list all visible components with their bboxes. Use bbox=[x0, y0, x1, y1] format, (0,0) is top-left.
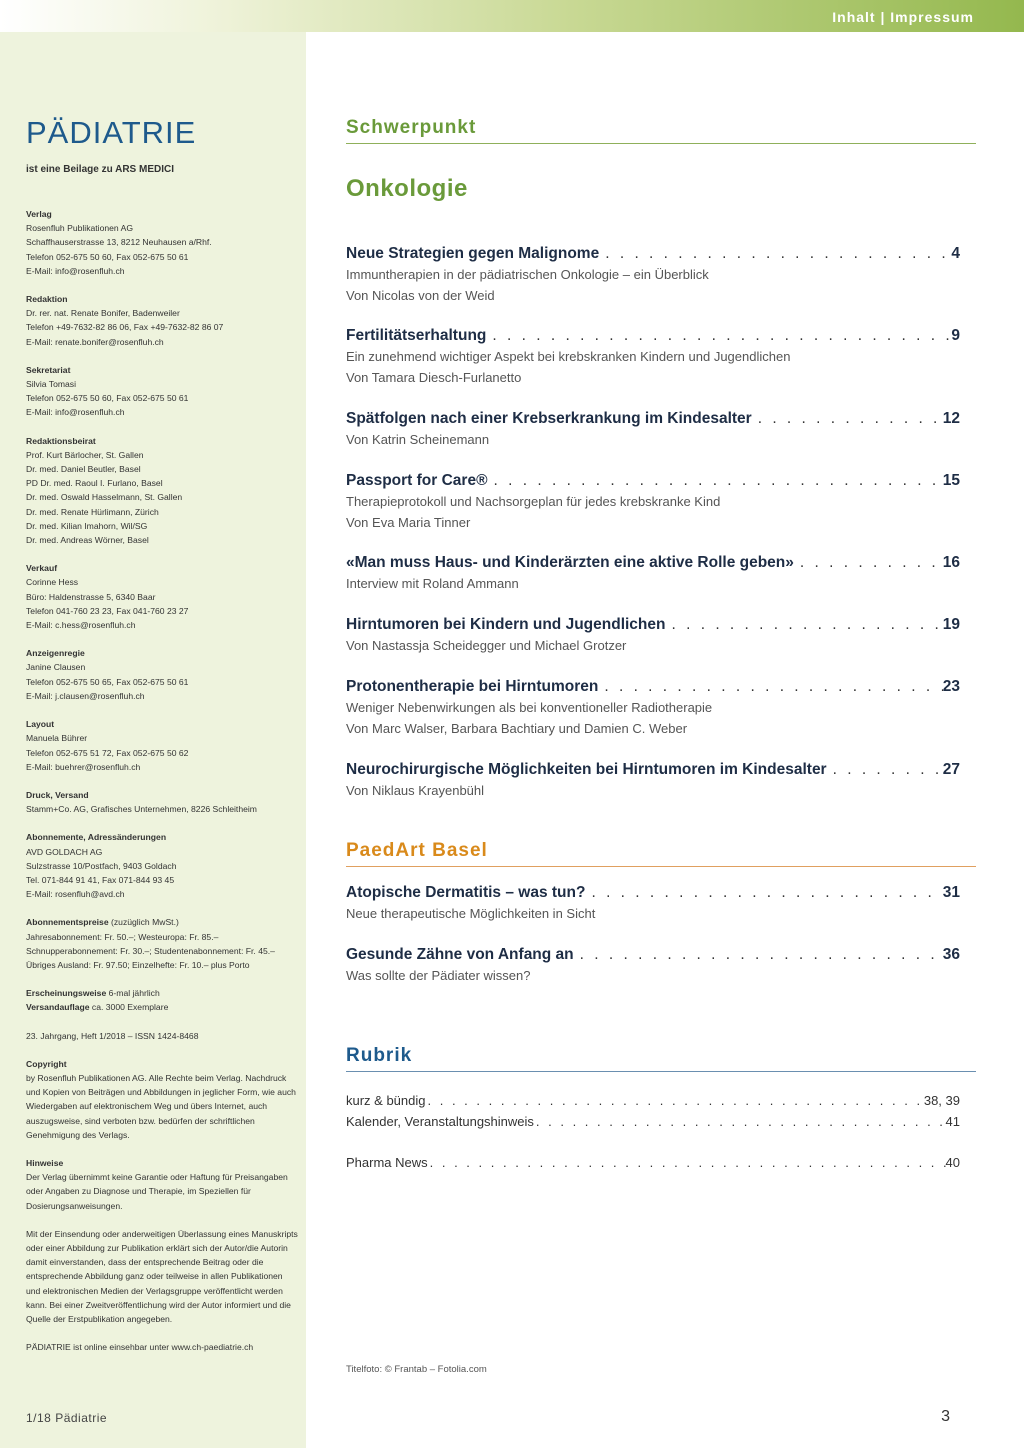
imprint-block bbox=[26, 717, 298, 774]
toc-leader-dots bbox=[599, 245, 951, 263]
imprint-issue: 23. Jahrgang, Heft 1/2018 – ISSN 1424-8468 bbox=[26, 1030, 199, 1041]
imprint-block-line: E-Mail: info@rosenfluh.ch bbox=[26, 265, 125, 276]
imprint-block-line: Dr. med. Renate Hürlimann, Zürich bbox=[26, 506, 159, 517]
imprint-block-line: E-Mail: renate.bonifer@rosenfluh.ch bbox=[26, 336, 164, 347]
imprint-block-line: Rosenfluh Publikationen AG bbox=[26, 223, 134, 234]
toc-leader-dots bbox=[827, 761, 943, 779]
imprint-frequency: Erscheinungsweise 6-mal jährlich Versandauflage ca. 3000 Exemplare bbox=[26, 988, 169, 1013]
toc-entry-title: Neue Strategien gegen Malignome bbox=[346, 245, 600, 262]
toc-entry-subtitle: Weniger Nebenwirkungen als bei konventioneller Radiotherapie bbox=[346, 700, 713, 715]
rubrik-entry[interactable] bbox=[346, 1114, 960, 1129]
toc-entry-author: Von Tamara Diesch-Furlanetto bbox=[346, 370, 522, 385]
toc-entry-page: 36 bbox=[942, 946, 960, 963]
imprint-copyright: Copyright by Rosenfluh Publikationen AG. Alle Rechte beim Verlag. Nachdruck und Kopien von Beiträgen und Abbildungen in jeglicher Form, wie auch Wiedergaben auf elektronischem Weg und übers Internet, auch auszugsweise, sind verboten bzw. bedürfen der schriftlichen Genehmigung des Verlags. bbox=[26, 1058, 296, 1140]
toc-entry[interactable] bbox=[346, 245, 960, 304]
toc-entry[interactable] bbox=[346, 410, 960, 448]
rubrik-leader-dots bbox=[426, 1093, 924, 1108]
imprint-prices: Abonnementspreise (zuzüglich MwSt.) Jahresabonnement: Fr. 50.–; Westeuropa: Fr. 85.– Schnupperabonnement: Fr. 30.–; Studentenabonnement: Fr. 45.– Übriges Ausland: Fr. 97.50; Einzelhefte: Fr. 10.– plus Porto bbox=[26, 917, 275, 970]
journal-subtitle: ist eine Beilage zu ARS MEDICI bbox=[26, 164, 174, 175]
imprint-block-title: Verlag bbox=[26, 209, 52, 219]
imprint-block-line: E-Mail: j.clausen@rosenfluh.ch bbox=[26, 690, 145, 701]
toc-entry-title-row bbox=[346, 946, 960, 964]
imprint-block-line: Dr. med. Kilian Imahorn, Wil/SG bbox=[26, 520, 148, 531]
rubrik-entry-page: 41 bbox=[945, 1114, 960, 1129]
toc-leader-dots bbox=[794, 554, 943, 572]
imprint-block-line: Silvia Tomasi bbox=[26, 379, 76, 390]
toc-entry-title: Neurochirurgische Möglichkeiten bei Hirntumoren im Kindesalter bbox=[346, 761, 827, 778]
toc-entry-subtitle: Ein zunehmend wichtiger Aspekt bei krebskranken Kindern und Jugendlichen bbox=[346, 349, 791, 364]
header-label: Inhalt | Impressum bbox=[832, 9, 974, 25]
toc-entry-title: Atopische Dermatitis – was tun? bbox=[346, 884, 586, 901]
rubrik-entry[interactable] bbox=[346, 1093, 960, 1108]
imprint-block-line: AVD GOLDACH AG bbox=[26, 846, 103, 857]
imprint-online: PÄDIATRIE ist online einsehbar unter www.ch-paediatrie.ch bbox=[26, 1342, 254, 1353]
toc-entry-title-row bbox=[346, 678, 960, 696]
toc-entry-title: Gesunde Zähne von Anfang an bbox=[346, 946, 574, 963]
toc-leader-dots bbox=[486, 327, 951, 345]
toc-entry-title-row bbox=[346, 472, 960, 490]
toc-entry-page: 4 bbox=[951, 245, 960, 262]
toc-entry-subtitle: Neue therapeutische Möglichkeiten in Sicht bbox=[346, 906, 596, 921]
section-rubrik: Rubrik bbox=[346, 1045, 976, 1072]
toc-entry-page: 27 bbox=[942, 761, 960, 778]
imprint-block-line: Telefon 052-675 50 65, Fax 052-675 50 61 bbox=[26, 676, 189, 687]
imprint-block-line: Manuela Bührer bbox=[26, 733, 88, 744]
toc-entry-page: 31 bbox=[942, 884, 960, 901]
toc-entry-subtitle: Immuntherapien in der pädiatrischen Onkologie – ein Überblick bbox=[346, 267, 709, 282]
section-paedart: PaedArt Basel bbox=[346, 840, 976, 867]
imprint-block-line: Janine Clausen bbox=[26, 662, 86, 673]
toc-entry-title: Protonentherapie bei Hirntumoren bbox=[346, 678, 599, 695]
imprint-block-line: Dr. med. Daniel Beutler, Basel bbox=[26, 464, 141, 475]
toc-entry-title-row bbox=[346, 245, 960, 263]
imprint-block-line: Dr. rer. nat. Renate Bonifer, Badenweiler bbox=[26, 308, 180, 319]
toc-entry-subtitle: Therapieprotokoll und Nachsorgeplan für jedes krebskranke Kind bbox=[346, 494, 721, 509]
toc-entry-page: 15 bbox=[942, 472, 960, 489]
rubrik-entry-page: 40 bbox=[945, 1155, 960, 1170]
imprint-block-line: PD Dr. med. Raoul I. Furlano, Basel bbox=[26, 478, 163, 489]
toc-leader-dots bbox=[488, 472, 943, 490]
section-schwerpunkt: Schwerpunkt bbox=[346, 117, 976, 144]
imprint-block-title: Sekretariat bbox=[26, 364, 71, 375]
rubrik-entry[interactable] bbox=[346, 1155, 960, 1170]
page-number: 3 bbox=[941, 1408, 950, 1425]
rubrik-leader-dots bbox=[428, 1155, 946, 1170]
toc-entry-title-row bbox=[346, 884, 960, 902]
toc-entry-page: 12 bbox=[942, 410, 960, 427]
toc-entry[interactable] bbox=[346, 472, 960, 531]
imprint-block-line: Dr. med. Oswald Hasselmann, St. Gallen bbox=[26, 492, 183, 503]
toc-entry-subtitle: Von Katrin Scheinemann bbox=[346, 432, 490, 447]
imprint-block-line: Telefon 052-675 51 72, Fax 052-675 50 62 bbox=[26, 747, 189, 758]
imprint-block-title: Anzeigenregie bbox=[26, 648, 85, 659]
toc-entry-title: Spätfolgen nach einer Krebserkrankung im Kindesalter bbox=[346, 410, 752, 427]
toc-entry[interactable] bbox=[346, 616, 960, 654]
toc-entry-title-row bbox=[346, 761, 960, 779]
toc-leader-dots bbox=[585, 884, 942, 902]
toc-entry-title-row bbox=[346, 616, 960, 634]
imprint-submission: Mit der Einsendung oder anderweitigen Überlassung eines Manuskripts oder einer Abbildung zur Publikation erklärt sich der Autor/die Autorin damit einverstanden, dass der entsprechende Beitrag oder die entsprechende Abbildung ganz oder teilweise in allen Publikationen und elektronischen Medien der Verlagsgruppe veröffentlicht werden kann. Bei einer Zweitveröffentlichung wird der Autor informiert und die Quelle der Erstpublikation angegeben. bbox=[26, 1228, 298, 1324]
imprint-block bbox=[26, 830, 298, 901]
imprint-block-line: E-Mail: buehrer@rosenfluh.ch bbox=[26, 761, 141, 772]
imprint-block-line: Dr. med. Andreas Wörner, Basel bbox=[26, 535, 149, 546]
imprint-block-title: Druck, Versand bbox=[26, 789, 89, 800]
toc-entry-title: «Man muss Haus- und Kinderärzten eine aktive Rolle geben» bbox=[346, 554, 794, 571]
toc-entry[interactable] bbox=[346, 946, 960, 984]
toc-entry-page: 23 bbox=[942, 678, 960, 695]
toc-leader-dots bbox=[574, 946, 943, 964]
imprint-block-title: Redaktion bbox=[26, 294, 68, 305]
imprint-block-line: Stamm+Co. AG, Grafisches Unternehmen, 8226 Schleitheim bbox=[26, 804, 257, 815]
imprint-block-title: Layout bbox=[26, 719, 55, 730]
imprint-block-title: Verkauf bbox=[26, 563, 58, 574]
imprint-block-title: Abonnemente, Adressänderungen bbox=[26, 832, 167, 843]
header-bar bbox=[0, 0, 1024, 32]
toc-entry-author: Von Eva Maria Tinner bbox=[346, 515, 471, 530]
toc-entry-title: Passport for Care® bbox=[346, 472, 488, 489]
photo-credit: Titelfoto: © Frantab – Fotolia.com bbox=[346, 1364, 487, 1375]
imprint-block-line: Telefon 052-675 50 60, Fax 052-675 50 61 bbox=[26, 251, 189, 262]
toc-entry[interactable] bbox=[346, 327, 960, 386]
imprint-block-line: Schaffhauserstrasse 13, 8212 Neuhausen a/Rhf. bbox=[26, 237, 212, 248]
toc-entry-page: 19 bbox=[942, 616, 960, 633]
imprint-block bbox=[26, 561, 298, 632]
toc-entry-subtitle: Was sollte der Pädiater wissen? bbox=[346, 968, 531, 983]
toc-entry-subtitle: Von Nastassja Scheidegger und Michael Grotzer bbox=[346, 638, 627, 653]
toc-leader-dots bbox=[665, 616, 942, 634]
journal-logo: PÄDIATRIE bbox=[26, 115, 197, 150]
imprint-block-line: Büro: Haldenstrasse 5, 6340 Baar bbox=[26, 591, 156, 602]
toc-entry-author: Von Marc Walser, Barbara Bachtiary und Damien C. Weber bbox=[346, 721, 688, 736]
toc-entry[interactable] bbox=[346, 761, 960, 799]
imprint-block-line: Telefon 052-675 50 60, Fax 052-675 50 61 bbox=[26, 393, 189, 404]
rubrik-entry-title: Pharma News bbox=[346, 1155, 428, 1170]
imprint-notice: Hinweise Der Verlag übernimmt keine Garantie oder Haftung für Preisangaben oder Angaben zu Diagnose und Therapie, im Speziellen für Dosierungsanweisungen. bbox=[26, 1157, 288, 1211]
toc-entry-page: 16 bbox=[942, 554, 960, 571]
imprint-block bbox=[26, 646, 298, 703]
imprint-block-line: E-Mail: c.hess@rosenfluh.ch bbox=[26, 620, 136, 631]
toc-entry[interactable] bbox=[346, 678, 960, 737]
imprint-block-line: Telefon 041-760 23 23, Fax 041-760 23 27 bbox=[26, 605, 189, 616]
imprint-block-line: Prof. Kurt Bärlocher, St. Gallen bbox=[26, 449, 144, 460]
toc-leader-dots bbox=[752, 410, 943, 428]
toc-entry-subtitle: Interview mit Roland Ammann bbox=[346, 576, 519, 591]
toc-entry[interactable] bbox=[346, 554, 960, 592]
footer-issue-label: 1/18 Pädiatrie bbox=[26, 1411, 108, 1425]
toc-entry-title-row bbox=[346, 410, 960, 428]
imprint-block-line: E-Mail: rosenfluh@avd.ch bbox=[26, 889, 125, 900]
imprint-block-line: Sulzstrasse 10/Postfach, 9403 Goldach bbox=[26, 860, 177, 871]
imprint-block-title: Redaktionsbeirat bbox=[26, 435, 96, 446]
imprint-block bbox=[26, 292, 298, 349]
toc-entry-author: Von Nicolas von der Weid bbox=[346, 288, 495, 303]
rubrik-entry-title: Kalender, Veranstaltungshinweis bbox=[346, 1114, 534, 1129]
imprint-block-line: Telefon +49-7632-82 86 06, Fax +49-7632-82 86 07 bbox=[26, 322, 224, 333]
toc-entry-page: 9 bbox=[951, 327, 960, 344]
rubrik-entry-title: kurz & bündig bbox=[346, 1093, 426, 1108]
imprint-block bbox=[26, 434, 298, 548]
topic-heading: Onkologie bbox=[346, 175, 468, 202]
imprint-block-line: E-Mail: info@rosenfluh.ch bbox=[26, 407, 125, 418]
rubrik-entry-page: 38, 39 bbox=[923, 1093, 960, 1108]
imprint-block bbox=[26, 363, 298, 420]
imprint-block bbox=[26, 207, 298, 278]
rubrik-leader-dots bbox=[534, 1114, 946, 1129]
toc-entry-title: Hirntumoren bei Kindern und Jugendlichen bbox=[346, 616, 666, 633]
toc-entry-subtitle: Von Niklaus Krayenbühl bbox=[346, 783, 485, 798]
imprint-block bbox=[26, 788, 298, 816]
toc-entry-title: Fertilitätserhaltung bbox=[346, 327, 487, 344]
toc-leader-dots bbox=[598, 678, 942, 696]
toc-entry-title-row bbox=[346, 327, 960, 345]
toc-entry-title-row bbox=[346, 554, 960, 572]
toc-entry[interactable] bbox=[346, 884, 960, 922]
imprint-block-line: Tel. 071-844 91 41, Fax 071-844 93 45 bbox=[26, 874, 175, 885]
imprint-text bbox=[26, 207, 298, 1368]
imprint-block-line: Corinne Hess bbox=[26, 577, 79, 588]
